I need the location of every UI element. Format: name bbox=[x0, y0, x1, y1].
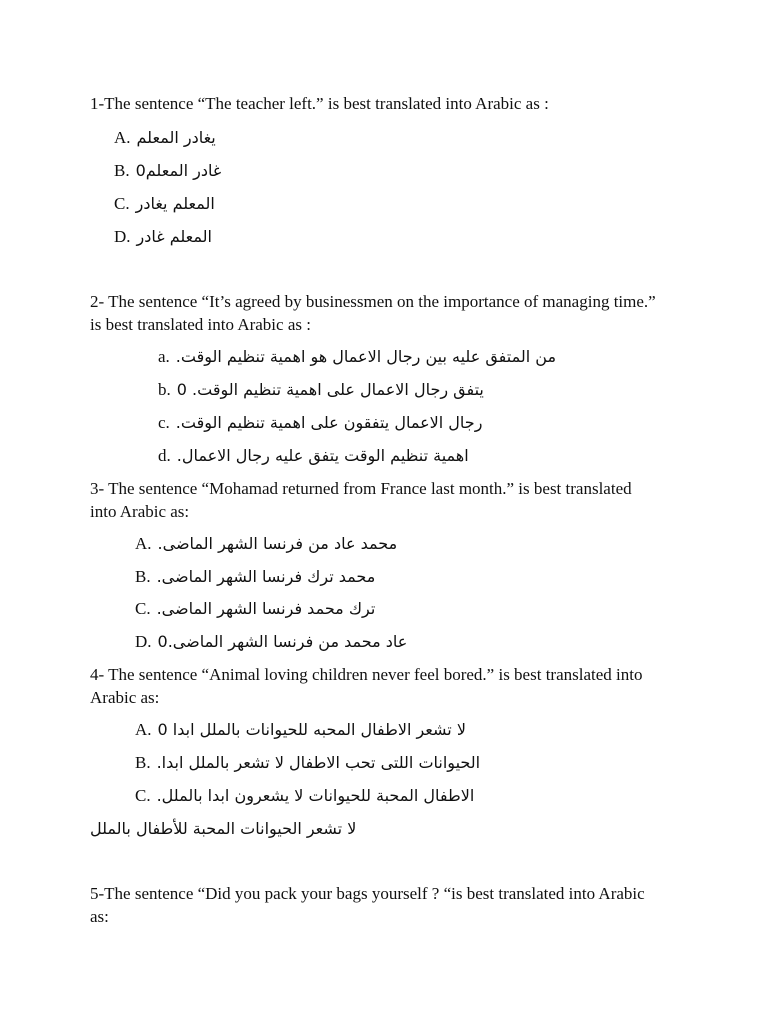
question-3-prompt-line-1: 3- The sentence “Mohamad returned from France last month.” is best translated bbox=[90, 479, 632, 498]
option-label: d. bbox=[158, 446, 171, 465]
option-text: ترك محمد فرنسا الشهر الماضى. bbox=[156, 599, 376, 618]
question-3-prompt-line-2: into Arabic as: bbox=[90, 502, 190, 521]
option-label: A. bbox=[114, 128, 131, 147]
q4-option-a bbox=[135, 718, 466, 742]
question-4-prompt-line-2: Arabic as: bbox=[90, 688, 160, 707]
option-text: المعلم غادر bbox=[136, 227, 212, 246]
q3-option-b bbox=[135, 565, 375, 589]
option-text: اهمية تنظيم الوقت يتفق عليه رجال الاعمال. bbox=[176, 446, 469, 465]
question-2-prompt-line-2: is best translated into Arabic as : bbox=[90, 315, 311, 334]
option-label: b. bbox=[158, 380, 171, 399]
option-text: يغادر المعلم bbox=[136, 128, 216, 147]
question-4-prompt-line-1: 4- The sentence “Animal loving children never feel bored.” is best translated into bbox=[90, 665, 643, 684]
question-2-prompt-line-1: 2- The sentence “It’s agreed by businessmen on the importance of managing time.” bbox=[90, 292, 656, 311]
option-text: لا تشعر الاطفال المحبه للحيوانات بالملل ابدا 0 bbox=[157, 720, 466, 739]
question-5-prompt-line-1: 5-The sentence “Did you pack your bags yourself ? “is best translated into Arabic bbox=[90, 884, 645, 903]
q4-option-c bbox=[135, 784, 474, 808]
option-label: a. bbox=[158, 347, 170, 366]
option-text: رجال الاعمال يتفقون على اهمية تنظيم الوقت. bbox=[175, 413, 483, 432]
option-label: c. bbox=[158, 413, 170, 432]
option-text: غادر المعلم0 bbox=[135, 161, 222, 180]
option-text: محمد عاد من فرنسا الشهر الماضى. bbox=[157, 534, 398, 553]
option-label: A. bbox=[135, 534, 152, 553]
option-text: من المتفق عليه بين رجال الاعمال هو اهمية تنظيم الوقت. bbox=[175, 347, 557, 366]
q4-extra-arabic-line: لا تشعر الحيوانات المحبة للأطفال بالملل bbox=[90, 819, 357, 838]
q2-option-a bbox=[158, 345, 556, 369]
option-label: D. bbox=[135, 632, 152, 651]
option-text: المعلم يغادر bbox=[135, 194, 215, 213]
q1-option-d bbox=[114, 225, 212, 249]
q1-option-c bbox=[114, 192, 215, 216]
option-text: محمد ترك فرنسا الشهر الماضى. bbox=[156, 567, 376, 586]
option-text: الاطفال المحبة للحيوانات لا يشعرون ابدا بالملل. bbox=[156, 786, 475, 805]
option-label: B. bbox=[135, 753, 151, 772]
option-label: C. bbox=[114, 194, 130, 213]
q3-option-c bbox=[135, 597, 375, 621]
option-label: B. bbox=[135, 567, 151, 586]
question-5-prompt-line-2: as: bbox=[90, 907, 109, 926]
q2-option-d bbox=[158, 444, 469, 468]
option-text: عاد محمد من فرنسا الشهر الماضى.0 bbox=[157, 632, 408, 651]
option-label: B. bbox=[114, 161, 130, 180]
q1-option-a bbox=[114, 126, 216, 150]
option-label: D. bbox=[114, 227, 131, 246]
q4-option-b bbox=[135, 751, 480, 775]
option-label: C. bbox=[135, 786, 151, 805]
q3-option-a bbox=[135, 532, 397, 556]
option-text: الحيوانات اللتى تحب الاطفال لا تشعر بالملل ابدا. bbox=[156, 753, 481, 772]
q2-option-b bbox=[158, 378, 484, 402]
question-1-prompt: 1-The sentence “The teacher left.” is best translated into Arabic as : bbox=[90, 94, 549, 113]
option-label: C. bbox=[135, 599, 151, 618]
q1-option-b bbox=[114, 159, 221, 183]
option-label: A. bbox=[135, 720, 152, 739]
option-text: يتفق رجال الاعمال على اهمية تنظيم الوقت. 0 bbox=[176, 380, 484, 399]
q2-option-c bbox=[158, 411, 482, 435]
q3-option-d bbox=[135, 630, 407, 654]
